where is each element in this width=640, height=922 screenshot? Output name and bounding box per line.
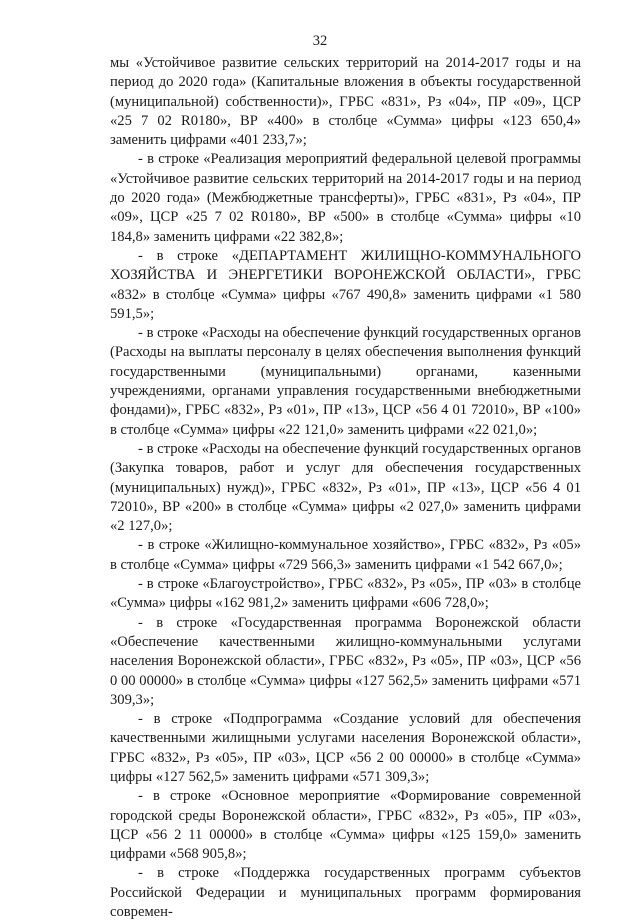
page-number: 32 bbox=[312, 33, 328, 49]
paragraph: - в строке «Государственная программа Воронежской области «Обеспечение качественными жилищно-коммунальными услугами населения Воронежской области», ГРБС «832», Рз «05», ПР «03», ЦСР «56 0 00 00000» в столбце «Сумма» цифры «127 562,5» заменить цифрами «571 309,3»; bbox=[110, 614, 581, 708]
paragraph: - в строке «Поддержка государственных программ субъектов Российской Федерации и муниципальных программ формирования современ- bbox=[110, 865, 581, 921]
paragraph: - в строке «Расходы на обеспечение функций государственных органов (Расходы на выплаты персоналу в целях обеспечения выполнения функций государственными (муниципальными) органами, казенными учреждениями, органами управления государственными внебюджетными фондами)», ГРБС «832», Рз «01», ПР «13», ЦСР «56 4 01 72010», ВР «100» в столбце «Сумма» цифры «22 121,0» заменить цифрами «22 021,0»; bbox=[110, 325, 581, 438]
paragraph: - в строке «Жилищно-коммунальное хозяйство», ГРБС «832», Рз «05» в столбце «Сумма» цифры «729 566,3» заменить цифрами «1 542 667,0»; bbox=[110, 537, 581, 573]
paragraph: - в строке «Реализация мероприятий федеральной целевой программы «Устойчивое развитие сельских территорий на 2014-2017 годы и на период до 2020 года» (Межбюджетные трансферты)», ГРБС «831», Рз «04», ПР «09», ЦСР «25 7 02 R0180», ВР «500» в столбце «Сумма» цифры «10 184,8» заменить цифрами «22 382,8»; bbox=[110, 151, 581, 245]
document-body bbox=[110, 54, 581, 922]
paragraph: - в строке «Подпрограмма «Создание условий для обеспечения качественными жилищными услугами населения Воронежской области», ГРБС «832», Рз «05», ПР «03», ЦСР «56 2 00 00000» в столбце «Сумма» цифры «127 562,5» заменить цифрами «571 309,3»; bbox=[110, 711, 581, 785]
paragraph: - в строке «Расходы на обеспечение функций государственных органов (Закупка товаров, работ и услуг для обеспечения государственных (муниципальных) нужд)», ГРБС «832», Рз «01», ПР «13», ЦСР «56 4 01 72010», ВР «200» в столбце «Сумма» цифры «2 027,0» заменить цифрами «2 127,0»; bbox=[110, 440, 581, 535]
paragraph-continuation: мы «Устойчивое развитие сельских территорий на 2014-2017 годы и на период до 2020 года» (Капитальные вложения в объекты государственной (муниципальной) собственности)», ГРБС «831», Рз «04», ПР «09», ЦСР «25 7 02 R0180», ВР «400» в столбце «Сумма» цифры «123 650,4» заменить цифрами «401 233,7»; bbox=[110, 55, 581, 149]
paragraph: - в строке «Основное мероприятие «Формирование современной городской среды Воронежской области», ГРБС «832», Рз «05», ПР «03», ЦСР «56 2 11 00000» в столбце «Сумма» цифры «125 159,0» заменить цифрами «568 905,8»; bbox=[110, 788, 581, 863]
paragraph: - в строке «ДЕПАРТАМЕНТ ЖИЛИЩНО-КОММУНАЛЬНОГО ХОЗЯЙСТВА И ЭНЕРГЕТИКИ ВОРОНЕЖСКОЙ ОБЛАСТИ», ГРБС «832» в столбце «Сумма» цифры «767 490,8» заменить цифрами «1 580 591,5»; bbox=[110, 247, 581, 322]
paragraph: - в строке «Благоустройство», ГРБС «832», Рз «05», ПР «03» в столбце «Сумма» цифры «162 981,2» заменить цифрами «606 728,0»; bbox=[110, 576, 581, 612]
